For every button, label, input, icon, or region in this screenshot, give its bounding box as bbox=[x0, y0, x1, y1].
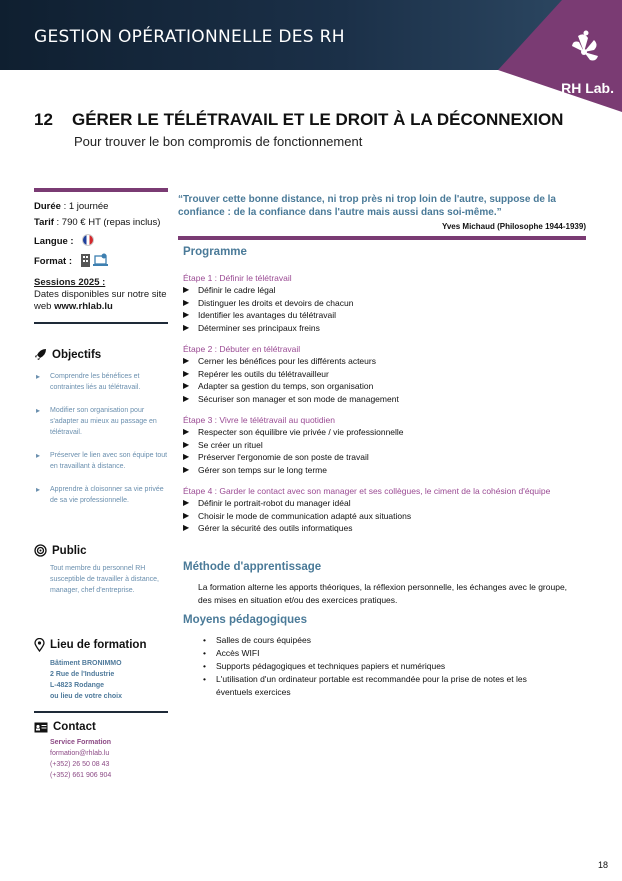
sessions-text: Dates disponibles sur notre site web bbox=[34, 289, 167, 312]
lieu-line: ou lieu de votre choix bbox=[50, 693, 122, 700]
lieu-line: Bâtiment BRONIMMO bbox=[50, 660, 122, 667]
section-title: GESTION OPÉRATIONNELLE DES RH bbox=[34, 27, 345, 47]
moyens-item: • Accès WIFI bbox=[203, 647, 563, 660]
moyens-list bbox=[203, 634, 563, 699]
divider bbox=[34, 322, 168, 324]
building-icon bbox=[81, 254, 90, 267]
contact-phone[interactable]: (+352) 661 906 904 bbox=[50, 772, 112, 779]
public-section bbox=[34, 544, 168, 596]
lieu-line: 2 Rue de l'Industrie bbox=[50, 671, 115, 678]
logo bbox=[498, 0, 622, 112]
left-column bbox=[34, 188, 168, 781]
format-icons bbox=[80, 253, 110, 273]
stage-title: Étape 1 : Définir le télétravail bbox=[183, 273, 292, 283]
quote-text: “Trouver cette bonne distance, ni trop près ni trop loin de l'autre, suppose de la confiance : de la confiance dans l'autre mais aussi dans soi-même.” bbox=[178, 194, 556, 218]
contact-phone[interactable]: (+352) 26 50 08 43 bbox=[50, 761, 110, 768]
stage-item: ▶ Se créer un rituel bbox=[183, 439, 583, 452]
stage-title: Étape 2 : Débuter en télétravail bbox=[183, 344, 301, 354]
sessions-block bbox=[34, 277, 168, 313]
objectifs-title: Objectifs bbox=[52, 348, 102, 361]
website-link[interactable]: www.rhlab.lu bbox=[54, 301, 113, 312]
objectif-item: ▸ Comprendre les bénéfices et contraintes liés au télétravail. bbox=[34, 371, 168, 393]
stage-item: ▶ Gérer la sécurité des outils informatiques bbox=[183, 522, 583, 535]
stage-item: ▶ Cerner les bénéfices pour les différents acteurs bbox=[183, 355, 583, 368]
logo-text: RH Lab. bbox=[561, 80, 614, 96]
divider bbox=[34, 711, 168, 713]
divider bbox=[178, 236, 586, 240]
course-subtitle: Pour trouver le bon compromis de fonctionnement bbox=[74, 134, 363, 149]
target-icon bbox=[34, 544, 47, 557]
tarif-label: Tarif bbox=[34, 217, 54, 228]
french-flag-icon bbox=[82, 234, 94, 246]
stage-title: Étape 3 : Vivre le télétravail au quotidien bbox=[183, 415, 335, 425]
objectif-item: ▸ Modifier son organisation pour s'adapter au mieux au passage en télétravail. bbox=[34, 405, 168, 438]
stage-item: ▶ Choisir le mode de communication adapté aux situations bbox=[183, 510, 583, 523]
stage bbox=[183, 272, 583, 334]
stage-item: ▶ Distinguer les droits et devoirs de chacun bbox=[183, 297, 583, 310]
info-block bbox=[34, 199, 168, 273]
objectifs-section bbox=[34, 348, 168, 506]
lieu-title: Lieu de formation bbox=[50, 639, 147, 651]
langue-label: Langue : bbox=[34, 236, 74, 247]
programme-title: Programme bbox=[183, 246, 247, 258]
lieu-line: L-4823 Rodange bbox=[50, 682, 105, 689]
contact-title: Contact bbox=[53, 721, 96, 733]
stage-item: ▶ Préserver l'ergonomie de son poste de travail bbox=[183, 451, 583, 464]
stage bbox=[183, 414, 583, 476]
contact-card-icon bbox=[34, 722, 48, 733]
public-title: Public bbox=[52, 544, 87, 557]
contact-section bbox=[34, 721, 168, 781]
page-number: 18 bbox=[597, 860, 608, 870]
methode-title: Méthode d'apprentissage bbox=[183, 561, 322, 573]
contact-service: Service Formation bbox=[50, 739, 112, 746]
lieu-section bbox=[34, 638, 168, 702]
moyens-item: • L'utilisation d'un ordinateur portable est recommandée pour la prise de notes et les éventuels exercices bbox=[203, 673, 563, 699]
stage-item: ▶ Adapter sa gestion du temps, son organisation bbox=[183, 380, 583, 393]
stage-item: ▶ Définir le portrait-robot du manager idéal bbox=[183, 497, 583, 510]
stage-item: ▶ Respecter son équilibre vie privée / vie professionnelle bbox=[183, 426, 583, 439]
duree-label: Durée bbox=[34, 201, 61, 212]
public-text: Tout membre du personnel RH susceptible de travailler à distance, manager, chef d'entreprise. bbox=[50, 565, 159, 594]
location-pin-icon bbox=[34, 638, 45, 652]
methode-text: La formation alterne les apports théoriques, la réflexion personnelle, les échanges avec le groupe, des mises en situation et/ou des exercices pratiques. bbox=[198, 582, 568, 605]
contact-email[interactable]: formation@rhlab.lu bbox=[50, 750, 110, 757]
tarif-value: : 790 € HT (repas inclus) bbox=[53, 217, 161, 228]
duree-value: : 1 journée bbox=[60, 201, 109, 212]
objectif-item: ▸ Préserver le lien avec son équipe tout en travaillant à distance. bbox=[34, 450, 168, 472]
format-label: Format : bbox=[34, 256, 72, 267]
stage-item: ▶ Identifier les avantages du télétravail bbox=[183, 309, 583, 322]
stage-item: ▶ Définir le cadre légal bbox=[183, 284, 583, 297]
stage-item: ▶ Gérer son temps sur le long terme bbox=[183, 464, 583, 477]
stage-item: ▶ Sécuriser son manager et son mode de management bbox=[183, 393, 583, 406]
rocket-icon bbox=[34, 348, 47, 361]
stage-item: ▶ Repérer les outils du télétravailleur bbox=[183, 368, 583, 381]
course-title bbox=[34, 110, 563, 130]
stage bbox=[183, 485, 583, 535]
moyens-item: • Salles de cours équipées bbox=[203, 634, 563, 647]
sessions-label: Sessions 2025 : bbox=[34, 277, 106, 288]
objectif-item: ▸ Apprendre à cloisonner sa vie privée de sa vie professionnelle. bbox=[34, 484, 168, 506]
laptop-icon bbox=[93, 254, 108, 267]
stage-title: Étape 4 : Garder le contact avec son manager et ses collègues, le ciment de la cohésion d'équipe bbox=[183, 486, 551, 496]
programme-stages bbox=[183, 272, 583, 544]
divider bbox=[34, 188, 168, 192]
course-number: 12 bbox=[34, 110, 53, 129]
moyens-item: • Supports pédagogiques et techniques papiers et numériques bbox=[203, 660, 563, 673]
quote-author: Yves Michaud (Philosophe 1944-1939) bbox=[441, 222, 586, 231]
stage bbox=[183, 343, 583, 405]
course-title-text: GÉRER LE TÉLÉTRAVAIL ET LE DROIT À LA DÉCONNEXION bbox=[72, 110, 564, 129]
stage-item: ▶ Déterminer ses principaux freins bbox=[183, 322, 583, 335]
moyens-title: Moyens pédagogiques bbox=[183, 614, 307, 626]
